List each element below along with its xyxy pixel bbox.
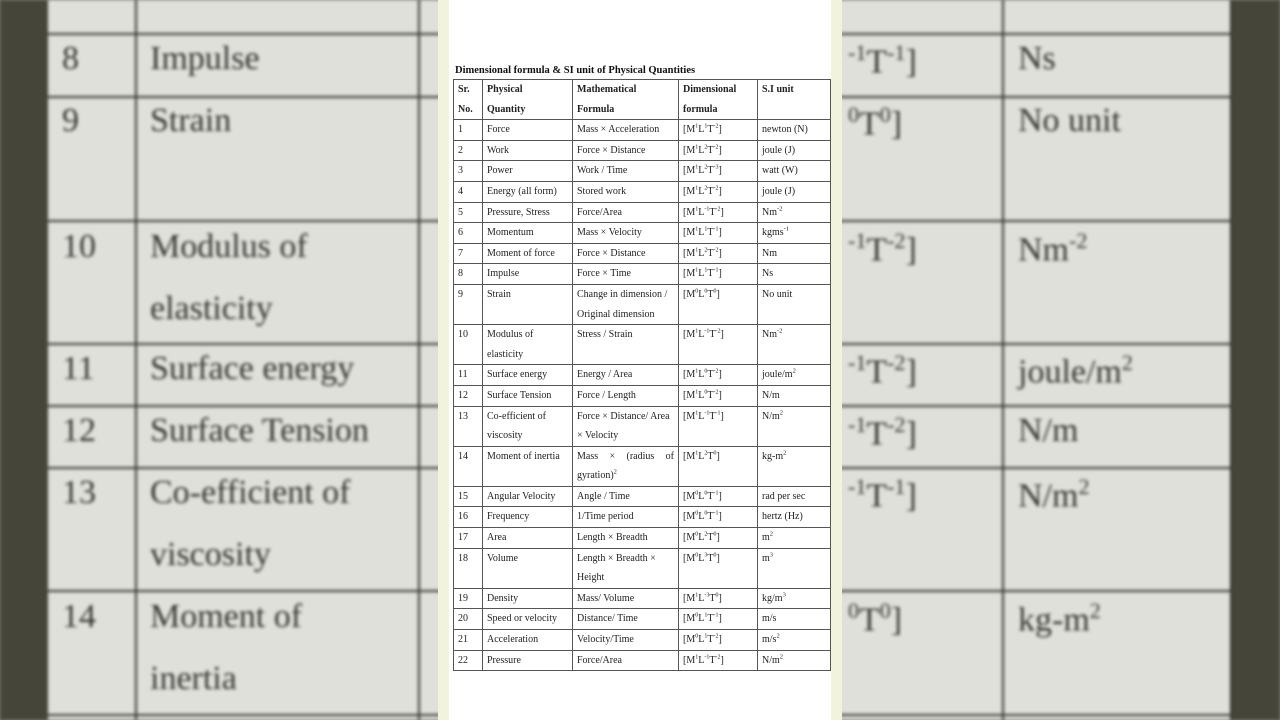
cell-physical-quantity: Moment of inertia (483, 446, 573, 486)
cell-dimensional-formula: $[M^0L^0T^0]$ (679, 284, 758, 324)
cell-mathematical-formula: Length × Breadth × Height (573, 548, 679, 588)
background-sr-text: 14 (62, 598, 96, 635)
table-row (454, 243, 831, 264)
cell-sr-no: 2 (454, 140, 483, 161)
cell-dimensional-formula: $[M^1L^2T^{-2}]$ (679, 243, 758, 264)
background-quantity-text: inertia (150, 660, 237, 697)
table-row (454, 140, 831, 161)
unit-exponent: 3 (782, 591, 786, 599)
cell-physical-quantity: Pressure (483, 650, 573, 671)
cell-physical-quantity: Frequency (483, 507, 573, 528)
background-sr-text: 8 (62, 40, 79, 77)
cell-physical-quantity: Co-efficient of viscosity (483, 406, 573, 446)
cell-sr-no: 6 (454, 223, 483, 244)
background-sr-text: 11 (62, 350, 95, 387)
cell-sr-no: 17 (454, 528, 483, 549)
cell-dimensional-formula: $[M^0L^1T^{-2}]$ (679, 630, 758, 651)
table-row (454, 161, 831, 182)
cell-mathematical-formula: Force/Area (573, 650, 679, 671)
table-row (454, 630, 831, 651)
header-si-unit: S.I unit (758, 80, 831, 120)
cell-physical-quantity: Moment of force (483, 243, 573, 264)
cell-dimensional-formula: $[M^1L^2T^{-3}]$ (679, 161, 758, 182)
quantities-table (453, 79, 831, 671)
cell-mathematical-formula: Mass/ Volume (573, 588, 679, 609)
cell-sr-no: 14 (454, 446, 483, 486)
background-dimension-text: $^{-1}T^{-2}$] (848, 350, 917, 391)
header-physical-quantity: Physical Quantity (483, 80, 573, 120)
header-mathematical-formula: Mathematical Formula (573, 80, 679, 120)
cell-physical-quantity: Impulse (483, 264, 573, 285)
unit-exponent: -1 (783, 225, 790, 233)
cell-si-unit: watt (W) (758, 161, 831, 182)
background-sr-text: 9 (62, 102, 79, 139)
cell-physical-quantity: Energy (all form) (483, 181, 573, 202)
table-row (454, 650, 831, 671)
background-sr-text: 10 (62, 228, 96, 265)
cell-mathematical-formula: Length × Breadth (573, 528, 679, 549)
cell-si-unit: $m^3$ (758, 548, 831, 588)
cell-dimensional-formula: $[M^1L^{-1}T^{-2}]$ (679, 202, 758, 223)
table-row (454, 223, 831, 244)
cell-mathematical-formula: Work / Time (573, 161, 679, 182)
cell-mathematical-formula: Stress / Strain (573, 325, 679, 365)
background-unit-text: $N/m^2$ (1018, 474, 1090, 515)
cell-si-unit: $N/m^2$ (758, 650, 831, 671)
unit-exponent: 2 (769, 530, 774, 538)
unit-exponent: 2 (779, 653, 784, 661)
cell-si-unit: newton (N) (758, 120, 831, 141)
background-unit-text: No unit (1018, 102, 1121, 139)
cell-physical-quantity: Density (483, 588, 573, 609)
cell-mathematical-formula: Mass × (radius of gyration)$^2$ (573, 446, 679, 486)
cell-dimensional-formula: $[M^0L^2T^0]$ (679, 528, 758, 549)
cell-mathematical-formula: Velocity/Time (573, 630, 679, 651)
cell-si-unit: No unit (758, 284, 831, 324)
cell-mathematical-formula: 1/Time period (573, 507, 679, 528)
background-unit-text: $kg-m^2$ (1018, 598, 1101, 639)
background-sr-text: 13 (62, 474, 96, 511)
table-row (454, 609, 831, 630)
cell-dimensional-formula: $[M^0L^3T^0]$ (679, 548, 758, 588)
cell-mathematical-formula: Force × Distance (573, 243, 679, 264)
table-row (454, 264, 831, 285)
cell-physical-quantity: Volume (483, 548, 573, 588)
cell-si-unit: $N/m^2$ (758, 406, 831, 446)
cell-dimensional-formula: $[M^1L^2T^{-2}]$ (679, 140, 758, 161)
cell-si-unit: kgms$^{-1}$ (758, 223, 831, 244)
table-row (454, 385, 831, 406)
unit-exponent: -2 (777, 205, 783, 213)
cell-si-unit: joule (J) (758, 140, 831, 161)
cell-physical-quantity: Power (483, 161, 573, 182)
table-row (454, 365, 831, 386)
unit-exponent: 3 (769, 551, 774, 559)
background-unit-text: N/m (1018, 412, 1079, 449)
cell-si-unit: $m/s^2$ (758, 630, 831, 651)
cell-sr-no: 22 (454, 650, 483, 671)
cell-physical-quantity: Force (483, 120, 573, 141)
table-row (454, 507, 831, 528)
unit-exponent: 2 (776, 632, 780, 640)
cell-si-unit: m/s (758, 609, 831, 630)
cell-si-unit: N/m (758, 385, 831, 406)
cell-sr-no: 9 (454, 284, 483, 324)
unit-exponent: 2 (792, 367, 796, 375)
cell-sr-no: 3 (454, 161, 483, 182)
table-row (454, 486, 831, 507)
cell-mathematical-formula: Distance/ Time (573, 609, 679, 630)
cell-si-unit: joule (J) (758, 181, 831, 202)
background-quantity-text: Moment of (150, 598, 303, 635)
formula-exponent: 2 (613, 468, 617, 476)
table-header-row (454, 80, 831, 120)
cell-sr-no: 5 (454, 202, 483, 223)
cell-physical-quantity: Surface Tension (483, 385, 573, 406)
cell-sr-no: 10 (454, 325, 483, 365)
cell-si-unit: $Nm^{-2}$ (758, 202, 831, 223)
cell-sr-no: 21 (454, 630, 483, 651)
table-row (454, 548, 831, 588)
table-row (454, 446, 831, 486)
cell-physical-quantity: Speed or velocity (483, 609, 573, 630)
cell-physical-quantity: Momentum (483, 223, 573, 244)
background-dimension-text: $^0T^0$] (848, 598, 903, 639)
cell-mathematical-formula: Force/Area (573, 202, 679, 223)
cell-dimensional-formula: $[M^1L^{-3}T^0]$ (679, 588, 758, 609)
background-quantity-text: viscosity (150, 536, 271, 573)
cell-mathematical-formula: Change in dimension / Original dimension (573, 284, 679, 324)
background-quantity-text: elasticity (150, 290, 273, 327)
cell-si-unit: joule/$m^2$ (758, 365, 831, 386)
background-unit-text: joule/$m^2$ (1018, 350, 1133, 391)
cell-dimensional-formula: $[M^1L^1T^{-2}]$ (679, 120, 758, 141)
document-title: Dimensional formula & SI unit of Physical Quantities (455, 65, 696, 76)
cell-si-unit: Nm (758, 243, 831, 264)
document-page (449, 0, 831, 720)
cell-mathematical-formula: Mass × Velocity (573, 223, 679, 244)
cell-physical-quantity: Work (483, 140, 573, 161)
cell-physical-quantity: Strain (483, 284, 573, 324)
cell-mathematical-formula: Energy / Area (573, 365, 679, 386)
cell-mathematical-formula: Force × Distance/ Area × Velocity (573, 406, 679, 446)
cell-mathematical-formula: Force / Length (573, 385, 679, 406)
cell-dimensional-formula: $[M^0L^1T^{-1}]$ (679, 609, 758, 630)
cell-sr-no: 20 (454, 609, 483, 630)
header-sr-no: Sr. No. (454, 80, 483, 120)
unit-exponent: -2 (777, 327, 783, 335)
table-row (454, 181, 831, 202)
cell-physical-quantity: Modulus of elasticity (483, 325, 573, 365)
cell-dimensional-formula: $[M^1L^2T^{-2}]$ (679, 181, 758, 202)
cell-dimensional-formula: $[M^1L^1T^{-1}]$ (679, 264, 758, 285)
background-dimension-text: $^{-1}T^{-1}$] (848, 40, 917, 81)
cell-si-unit: $Nm^{-2}$ (758, 325, 831, 365)
background-sr-text: 12 (62, 412, 96, 449)
cell-dimensional-formula: $[M^1L^{-1}T^{-1}]$ (679, 406, 758, 446)
table-row (454, 406, 831, 446)
cell-sr-no: 7 (454, 243, 483, 264)
background-dimension-text: $^{-1}T^{-2}$] (848, 228, 917, 269)
cell-sr-no: 13 (454, 406, 483, 446)
cell-physical-quantity: Angular Velocity (483, 486, 573, 507)
background-quantity-text: Surface energy (150, 350, 355, 387)
table-row (454, 120, 831, 141)
background-quantity-text: Modulus of (150, 228, 308, 265)
cell-dimensional-formula: $[M^1L^{-1}T^{-2}]$ (679, 325, 758, 365)
cell-si-unit: hertz (Hz) (758, 507, 831, 528)
unit-exponent: 2 (779, 409, 784, 417)
cell-dimensional-formula: $[M^0L^0T^{-1}]$ (679, 507, 758, 528)
cell-physical-quantity: Area (483, 528, 573, 549)
table-row (454, 284, 831, 324)
cell-sr-no: 12 (454, 385, 483, 406)
cell-si-unit: $kg-m^2$ (758, 446, 831, 486)
cell-sr-no: 4 (454, 181, 483, 202)
background-quantity-text: Co-efficient of (150, 474, 351, 511)
cell-physical-quantity: Surface energy (483, 365, 573, 386)
cell-physical-quantity: Pressure, Stress (483, 202, 573, 223)
cell-mathematical-formula: Force × Distance (573, 140, 679, 161)
cell-sr-no: 15 (454, 486, 483, 507)
cell-sr-no: 18 (454, 548, 483, 588)
cell-dimensional-formula: $[M^1L^0T^{-2}]$ (679, 365, 758, 386)
background-unit-text: $Nm^{-2}$ (1018, 228, 1088, 269)
background-unit-text: Ns (1018, 40, 1056, 77)
table-row (454, 325, 831, 365)
background-quantity-text: Impulse (150, 40, 260, 77)
cell-mathematical-formula: Mass × Acceleration (573, 120, 679, 141)
table-row (454, 528, 831, 549)
cell-dimensional-formula: $[M^1L^0T^{-2}]$ (679, 385, 758, 406)
cell-sr-no: 8 (454, 264, 483, 285)
cell-mathematical-formula: Force × Time (573, 264, 679, 285)
table-row (454, 588, 831, 609)
cell-sr-no: 16 (454, 507, 483, 528)
cell-sr-no: 1 (454, 120, 483, 141)
cell-dimensional-formula: $[M^1L^2T^0]$ (679, 446, 758, 486)
header-dimensional-formula: Dimensional formula (679, 80, 758, 120)
cell-si-unit: Ns (758, 264, 831, 285)
cell-physical-quantity: Acceleration (483, 630, 573, 651)
background-dimension-text: $^{-1}T^{-2}$] (848, 412, 917, 453)
cell-si-unit: rad per sec (758, 486, 831, 507)
background-quantity-text: Strain (150, 102, 232, 139)
cell-sr-no: 19 (454, 588, 483, 609)
table-row (454, 202, 831, 223)
cell-si-unit: $kg/m^3$ (758, 588, 831, 609)
cell-sr-no: 11 (454, 365, 483, 386)
background-quantity-text: Surface Tension (150, 412, 369, 449)
background-dimension-text: $^{-1}T^{-1}$] (848, 474, 917, 515)
cell-si-unit: $m^2$ (758, 528, 831, 549)
cell-dimensional-formula: $[M^1L^1T^{-1}]$ (679, 223, 758, 244)
cell-dimensional-formula: $[M^0L^0T^{-1}]$ (679, 486, 758, 507)
cell-dimensional-formula: $[M^1L^{-1}T^{-2}]$ (679, 650, 758, 671)
document-frame (438, 0, 842, 720)
cell-mathematical-formula: Stored work (573, 181, 679, 202)
cell-mathematical-formula: Angle / Time (573, 486, 679, 507)
background-dimension-text: $^0T^0$] (848, 102, 903, 143)
unit-exponent: 2 (783, 449, 787, 457)
